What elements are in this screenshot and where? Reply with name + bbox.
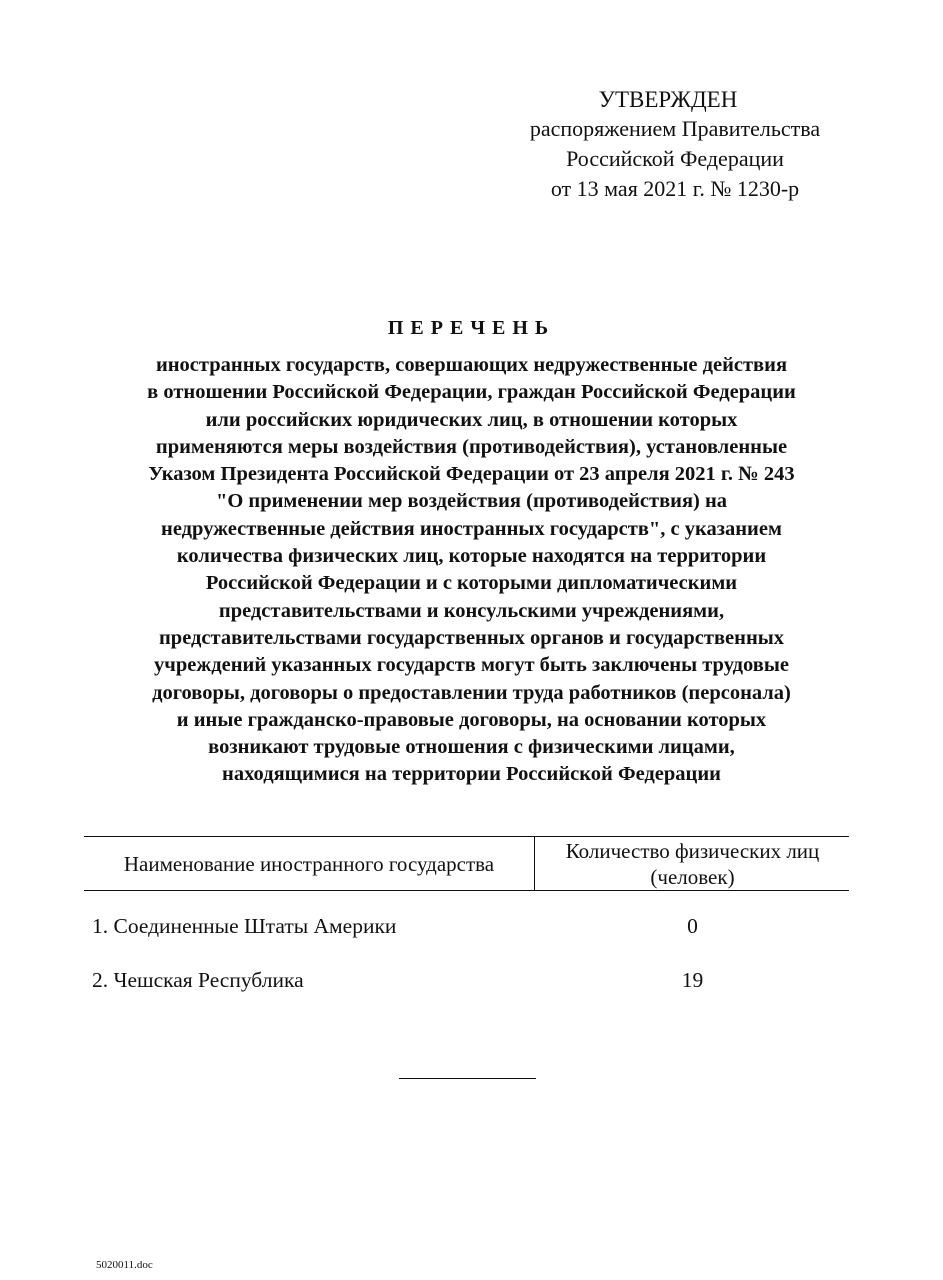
table-row bbox=[92, 911, 849, 941]
subtitle-line: количества физических лиц, которые находятся на территории bbox=[176, 545, 767, 568]
subtitle-line: возникают трудовые отношения с физическими лицами, bbox=[208, 736, 735, 759]
person-count: 19 bbox=[681, 968, 704, 992]
approval-line-3: от 13 мая 2021 г. № 1230-р bbox=[550, 176, 800, 201]
footer-file-name: 5020011.doc bbox=[96, 1259, 153, 1271]
approval-block bbox=[500, 86, 850, 204]
subtitle-line: находящимися на территории Российской Федерации bbox=[222, 763, 721, 786]
document-end-rule bbox=[399, 1078, 536, 1079]
approval-line-2: Российской Федерации bbox=[566, 146, 784, 171]
subtitle-line: применяются меры воздействия (противодействия), установленные bbox=[155, 435, 788, 458]
document-subtitle bbox=[70, 352, 873, 789]
table-header-count bbox=[536, 838, 849, 890]
table-header-country: Наименование иностранного государства bbox=[123, 852, 495, 876]
table-header-count-line-2: (человек) bbox=[650, 865, 735, 889]
subtitle-line: "О применении мер воздействия (противодействия) на bbox=[215, 490, 728, 513]
country-name: 1. Соединенные Штаты Америки bbox=[92, 914, 397, 938]
subtitle-line: представительствами и консульскими учреждениями, bbox=[218, 599, 725, 622]
person-count: 0 bbox=[687, 914, 698, 938]
table-header-bottom-rule bbox=[84, 890, 849, 891]
subtitle-line: в отношении Российской Федерации, граждан Российской Федерации bbox=[147, 381, 796, 404]
subtitle-line: недружественные действия иностранных государств", с указанием bbox=[161, 517, 782, 540]
approval-line-1: распоряжением Правительства bbox=[529, 116, 821, 141]
country-name: 2. Чешская Республика bbox=[92, 968, 304, 992]
subtitle-line: договоры, договоры о предоставлении труда работников (персонала) bbox=[152, 681, 791, 704]
table-top-rule bbox=[84, 836, 849, 837]
table-row bbox=[92, 965, 849, 995]
subtitle-line: представительствами государственных органов и государственных bbox=[158, 626, 785, 649]
approval-title: УТВЕРЖДЕН bbox=[598, 87, 738, 112]
subtitle-line: иностранных государств, совершающих недружественные действия bbox=[155, 354, 788, 376]
subtitle-line: или российских юридических лиц, в отношении которых bbox=[205, 408, 738, 431]
table-column-divider bbox=[534, 836, 535, 891]
table-header-count-line-1: Количество физических лиц bbox=[565, 839, 820, 863]
subtitle-line: и иные гражданско-правовые договоры, на основании которых bbox=[176, 708, 767, 731]
subtitle-line: Указом Президента Российской Федерации от 23 апреля 2021 г. № 243 bbox=[148, 463, 795, 486]
subtitle-line: учреждений указанных государств могут быть заключены трудовые bbox=[154, 654, 789, 677]
document-heading: ПЕРЕЧЕНЬ bbox=[387, 317, 556, 339]
subtitle-line: Российской Федерации и с которыми дипломатическими bbox=[205, 572, 738, 595]
